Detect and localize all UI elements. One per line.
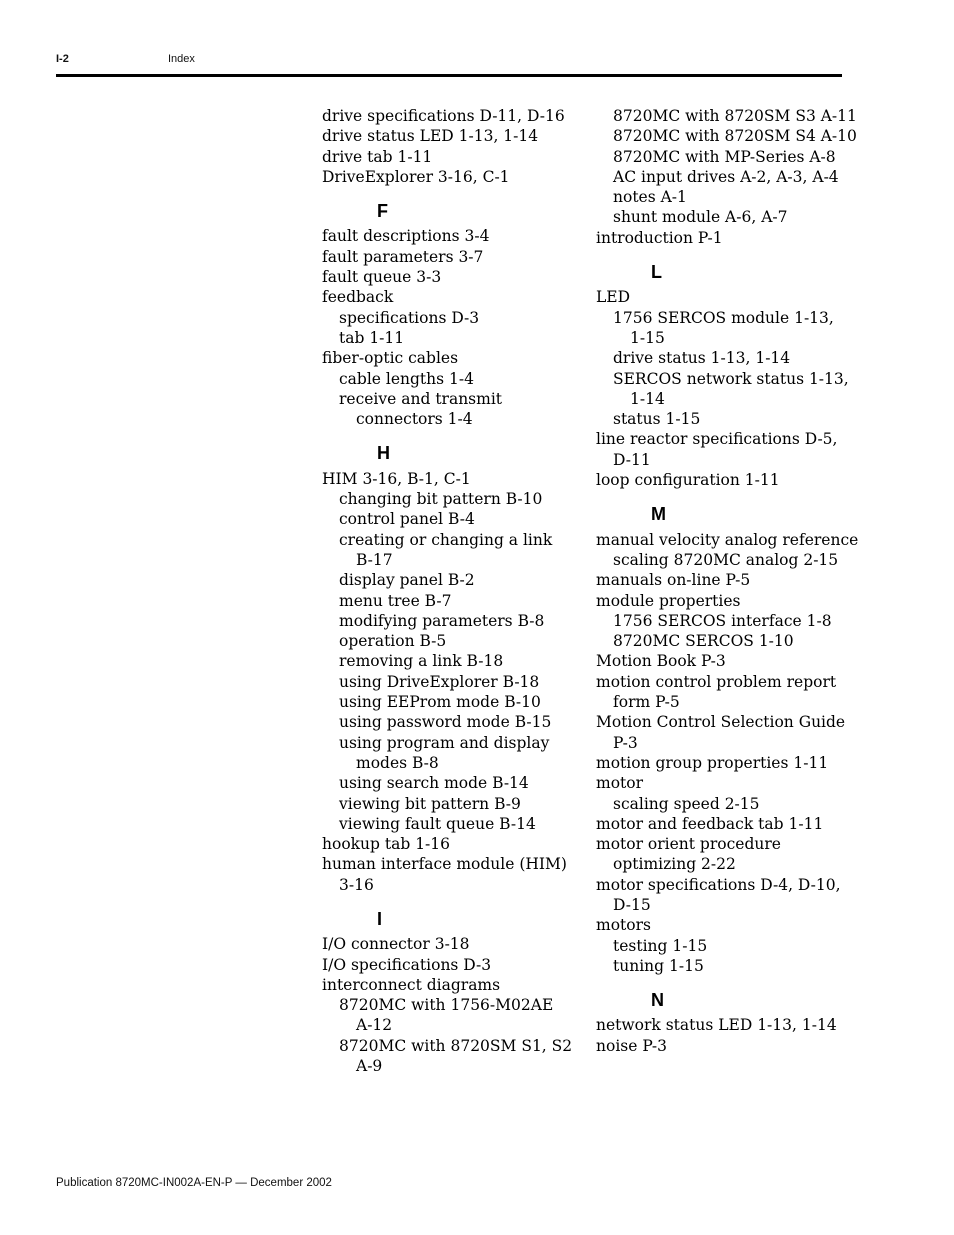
- index-letter-heading: N: [651, 990, 664, 1011]
- index-entry: 1756 SERCOS module 1-13,: [613, 308, 834, 327]
- index-entry: I/O connector 3-18: [322, 935, 470, 954]
- index-entry: using password mode B-15: [339, 713, 552, 732]
- index-entry: fault descriptions 3-4: [322, 227, 490, 246]
- index-entry: introduction P-1: [596, 228, 723, 247]
- header-rule: [56, 74, 842, 77]
- index-entry: A-9: [356, 1057, 383, 1076]
- index-entry: 1756 SERCOS interface 1-8: [613, 611, 832, 630]
- index-entry: removing a link B-18: [339, 652, 504, 671]
- index-entry: 8720MC with 8720SM S4 A-10: [613, 127, 857, 146]
- index-entry: noise P-3: [596, 1036, 668, 1055]
- index-entry: using DriveExplorer B-18: [339, 672, 540, 691]
- index-entry: 1-14: [630, 389, 665, 408]
- index-entry: fault queue 3-3: [322, 268, 442, 287]
- index-entry: DriveExplorer 3-16, C-1: [322, 167, 510, 186]
- index-entry: tuning 1-15: [613, 956, 704, 975]
- index-entry: using search mode B-14: [339, 774, 529, 793]
- index-entry: fiber-optic cables: [322, 349, 459, 368]
- index-entry: manual velocity analog reference: [596, 530, 859, 549]
- index-entry: AC input drives A-2, A-3, A-4: [613, 167, 839, 186]
- index-entry: feedback: [322, 288, 394, 307]
- index-entry: drive status 1-13, 1-14: [613, 349, 791, 368]
- index-entry: operation B-5: [339, 632, 447, 651]
- index-entry: motion control problem report: [596, 672, 837, 691]
- index-letter-heading: F: [377, 201, 388, 222]
- index-entry: motor: [596, 774, 643, 793]
- index-entry: 8720MC with 8720SM S3 A-11: [613, 107, 857, 125]
- index-entry: I/O specifications D-3: [322, 955, 492, 974]
- index-entry: LED: [596, 288, 631, 307]
- index-letter-heading: M: [651, 504, 666, 525]
- index-letter-heading: I: [377, 908, 383, 929]
- index-entry: receive and transmit: [339, 389, 503, 408]
- index-entry: drive specifications D-11, D-16: [322, 107, 565, 125]
- index-entry: manuals on-line P-5: [596, 571, 751, 590]
- index-entry: viewing fault queue B-14: [339, 814, 536, 833]
- index-entry: B-17: [356, 550, 393, 569]
- index-column-right: [596, 106, 859, 1056]
- index-entry: form P-5: [613, 693, 680, 712]
- index-entry: shunt module A-6, A-7: [613, 208, 788, 227]
- index-entry: loop configuration 1-11: [596, 471, 780, 490]
- index-entry: fault parameters 3-7: [322, 247, 484, 266]
- index-entry: HIM 3-16, B-1, C-1: [322, 469, 471, 488]
- index-entry: modifying parameters B-8: [339, 611, 545, 630]
- index-entry: display panel B-2: [339, 571, 475, 590]
- index-entry: 8720MC with 1756-M02AE: [339, 996, 554, 1015]
- index-entry: menu tree B-7: [339, 591, 452, 610]
- index-entry: 3-16: [339, 875, 374, 894]
- index-entry: viewing bit pattern B-9: [339, 794, 521, 813]
- index-entry: testing 1-15: [613, 936, 708, 955]
- index-entry: connectors 1-4: [356, 410, 473, 429]
- index-entry: P-3: [613, 733, 638, 752]
- index-entry: motion group properties 1-11: [596, 753, 829, 772]
- index-letter-heading: H: [377, 443, 390, 464]
- index-entry: Motion Book P-3: [596, 652, 726, 671]
- index-entry: scaling 8720MC analog 2-15: [613, 550, 839, 569]
- index-entry: using EEProm mode B-10: [339, 693, 541, 712]
- index-entry: D-15: [613, 895, 651, 914]
- index-entry: motor specifications D-4, D-10,: [596, 875, 841, 894]
- index-entry: modes B-8: [356, 753, 439, 772]
- index-entry: interconnect diagrams: [322, 975, 501, 994]
- section-title: Index: [168, 53, 195, 65]
- index-entry: scaling speed 2-15: [613, 794, 760, 813]
- index-entry: using program and display: [339, 733, 550, 752]
- index-entry: control panel B-4: [339, 510, 475, 529]
- publication-footer: Publication 8720MC-IN002A-EN-P — December 2002: [56, 1177, 332, 1189]
- index-entry: 8720MC with 8720SM S1, S2: [339, 1036, 573, 1055]
- index-entry: tab 1-11: [339, 328, 405, 347]
- index-entry: D-11: [613, 450, 651, 469]
- index-entry: module properties: [596, 591, 741, 610]
- index-entry: human interface module (HIM): [322, 855, 567, 874]
- index-entry: motors: [596, 916, 651, 935]
- index-entry: motor orient procedure: [596, 835, 781, 854]
- index-entry: cable lengths 1-4: [339, 369, 474, 388]
- index-entry: changing bit pattern B-10: [339, 490, 543, 509]
- page-number: I-2: [56, 53, 69, 65]
- index-entry: 8720MC with MP-Series A-8: [613, 147, 836, 166]
- index-entry: status 1-15: [613, 410, 701, 429]
- index-entry: A-12: [356, 1016, 393, 1035]
- index-entry: SERCOS network status 1-13,: [613, 369, 849, 388]
- index-entry: motor and feedback tab 1-11: [596, 814, 824, 833]
- index-entry: drive tab 1-11: [322, 147, 433, 166]
- index-entry: line reactor specifications D-5,: [596, 430, 838, 449]
- index-entry: network status LED 1-13, 1-14: [596, 1016, 837, 1035]
- index-entry: 1-15: [630, 328, 665, 347]
- index-entry: drive status LED 1-13, 1-14: [322, 127, 539, 146]
- index-column-left: [322, 106, 582, 1076]
- index-entry: specifications D-3: [339, 308, 480, 327]
- index-entry: creating or changing a link: [339, 530, 553, 549]
- index-entry: hookup tab 1-16: [322, 835, 451, 854]
- index-entry: Motion Control Selection Guide: [596, 713, 846, 732]
- index-entry: 8720MC SERCOS 1-10: [613, 632, 794, 651]
- index-entry: optimizing 2-22: [613, 855, 736, 874]
- index-letter-heading: L: [651, 262, 662, 283]
- index-entry: notes A-1: [613, 188, 687, 207]
